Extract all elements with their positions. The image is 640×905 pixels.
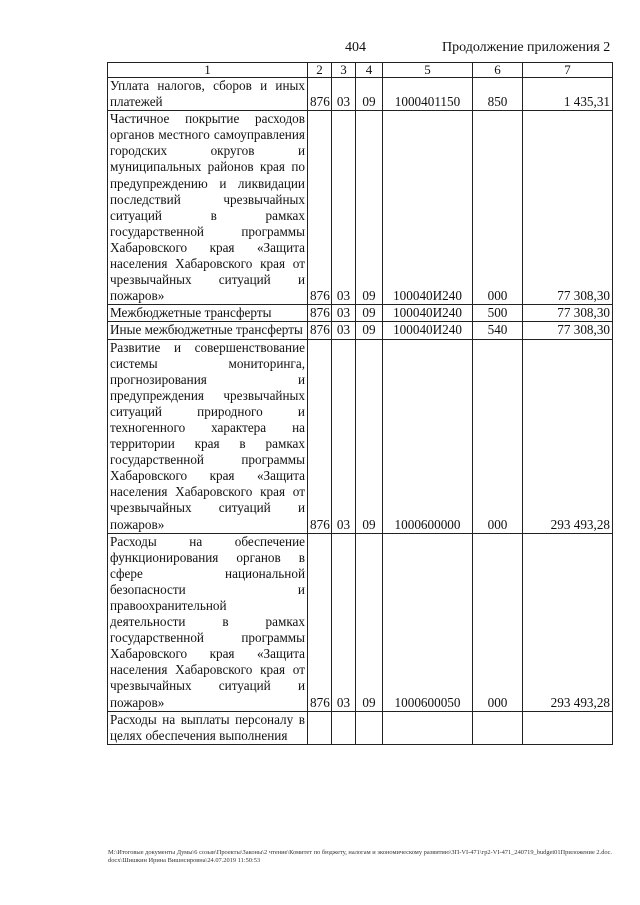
column-number: 1: [108, 63, 308, 78]
section-code: 03: [332, 339, 356, 533]
column-number: 7: [523, 63, 613, 78]
table-row: [108, 339, 613, 533]
table-row: [108, 111, 613, 305]
row-description: Развитие и совершенствование системы мониторинга, прогнозирования и предупреждения чрезвычайных ситуаций природного и техногенного характера на территории края в рамках государственной программы Хабаровского края «Защита населения Хабаровского края от чрезвычайных ситуаций и пожаров»: [108, 339, 308, 533]
target-article-code: 100040И240: [383, 322, 473, 339]
amount: 1 435,31: [523, 78, 613, 111]
appendix-continuation-title: Продолжение приложения 2: [442, 40, 611, 55]
page-number: 404: [345, 40, 366, 55]
expense-type-code: 540: [473, 322, 523, 339]
table-row: [108, 322, 613, 339]
table-row: [108, 533, 613, 711]
expense-type-code: 000: [473, 339, 523, 533]
column-number: 4: [356, 63, 383, 78]
table-row: [108, 78, 613, 111]
ministry-code: 876: [308, 305, 332, 322]
ministry-code: 876: [308, 339, 332, 533]
target-article-code: 100040И240: [383, 305, 473, 322]
subsection-code: [356, 711, 383, 744]
subsection-code: 09: [356, 322, 383, 339]
expense-type-code: 850: [473, 78, 523, 111]
subsection-code: 09: [356, 305, 383, 322]
subsection-code: 09: [356, 533, 383, 711]
amount: [523, 711, 613, 744]
expense-type-code: 000: [473, 533, 523, 711]
row-description: Межбюджетные трансферты: [108, 305, 308, 322]
subsection-code: 09: [356, 339, 383, 533]
section-code: [332, 711, 356, 744]
row-description: Частичное покрытие расходов органов местного самоуправления городских округов и муниципальных районов края по предупреждению и ликвидации последствий чрезвычайных ситуаций в рамках государственной программы Хабаровского края «Защита населения Хабаровского края от чрезвычайных ситуаций и пожаров»: [108, 111, 308, 305]
expense-type-code: 000: [473, 111, 523, 305]
table-row: [108, 305, 613, 322]
column-number: 3: [332, 63, 356, 78]
ministry-code: [308, 711, 332, 744]
column-number-row: [108, 63, 613, 78]
row-description: Расходы на обеспечение функционирования органов в сфере национальной безопасности и правоохранительной деятельности в рамках государственной программы Хабаровского края «Защита населения Хабаровского края от чрезвычайных ситуаций и пожаров»: [108, 533, 308, 711]
amount: 77 308,30: [523, 111, 613, 305]
column-number: 6: [473, 63, 523, 78]
target-article-code: 100040И240: [383, 111, 473, 305]
target-article-code: [383, 711, 473, 744]
ministry-code: 876: [308, 111, 332, 305]
ministry-code: 876: [308, 322, 332, 339]
section-code: 03: [332, 78, 356, 111]
amount: 293 493,28: [523, 533, 613, 711]
column-number: 2: [308, 63, 332, 78]
subsection-code: 09: [356, 78, 383, 111]
target-article-code: 1000600000: [383, 339, 473, 533]
target-article-code: 1000600050: [383, 533, 473, 711]
table-row: [108, 711, 613, 744]
row-description: Уплата налогов, сборов и иных платежей: [108, 78, 308, 111]
document-file-path: M:\Итоговые документы Думы\6 созыв\Проекты\Законы\2 чтение\Комитет по бюджету, налогам и экономическому развитию\ЗП-VI-471\гр2-VI-471_240719_budget01Приложение 2.doc.docx\Шишкин Ирина Вишнсировна\24.07.2019 11:50:53: [108, 849, 613, 864]
section-code: 03: [332, 111, 356, 305]
section-code: 03: [332, 322, 356, 339]
amount: 77 308,30: [523, 305, 613, 322]
expense-type-code: 500: [473, 305, 523, 322]
budget-table: [107, 62, 613, 745]
subsection-code: 09: [356, 111, 383, 305]
column-number: 5: [383, 63, 473, 78]
amount: 293 493,28: [523, 339, 613, 533]
row-description: Иные межбюджетные трансферты: [108, 322, 308, 339]
section-code: 03: [332, 533, 356, 711]
section-code: 03: [332, 305, 356, 322]
target-article-code: 1000401150: [383, 78, 473, 111]
ministry-code: 876: [308, 78, 332, 111]
amount: 77 308,30: [523, 322, 613, 339]
row-description: Расходы на выплаты персоналу в целях обеспечения выполнения: [108, 711, 308, 744]
ministry-code: 876: [308, 533, 332, 711]
expense-type-code: [473, 711, 523, 744]
